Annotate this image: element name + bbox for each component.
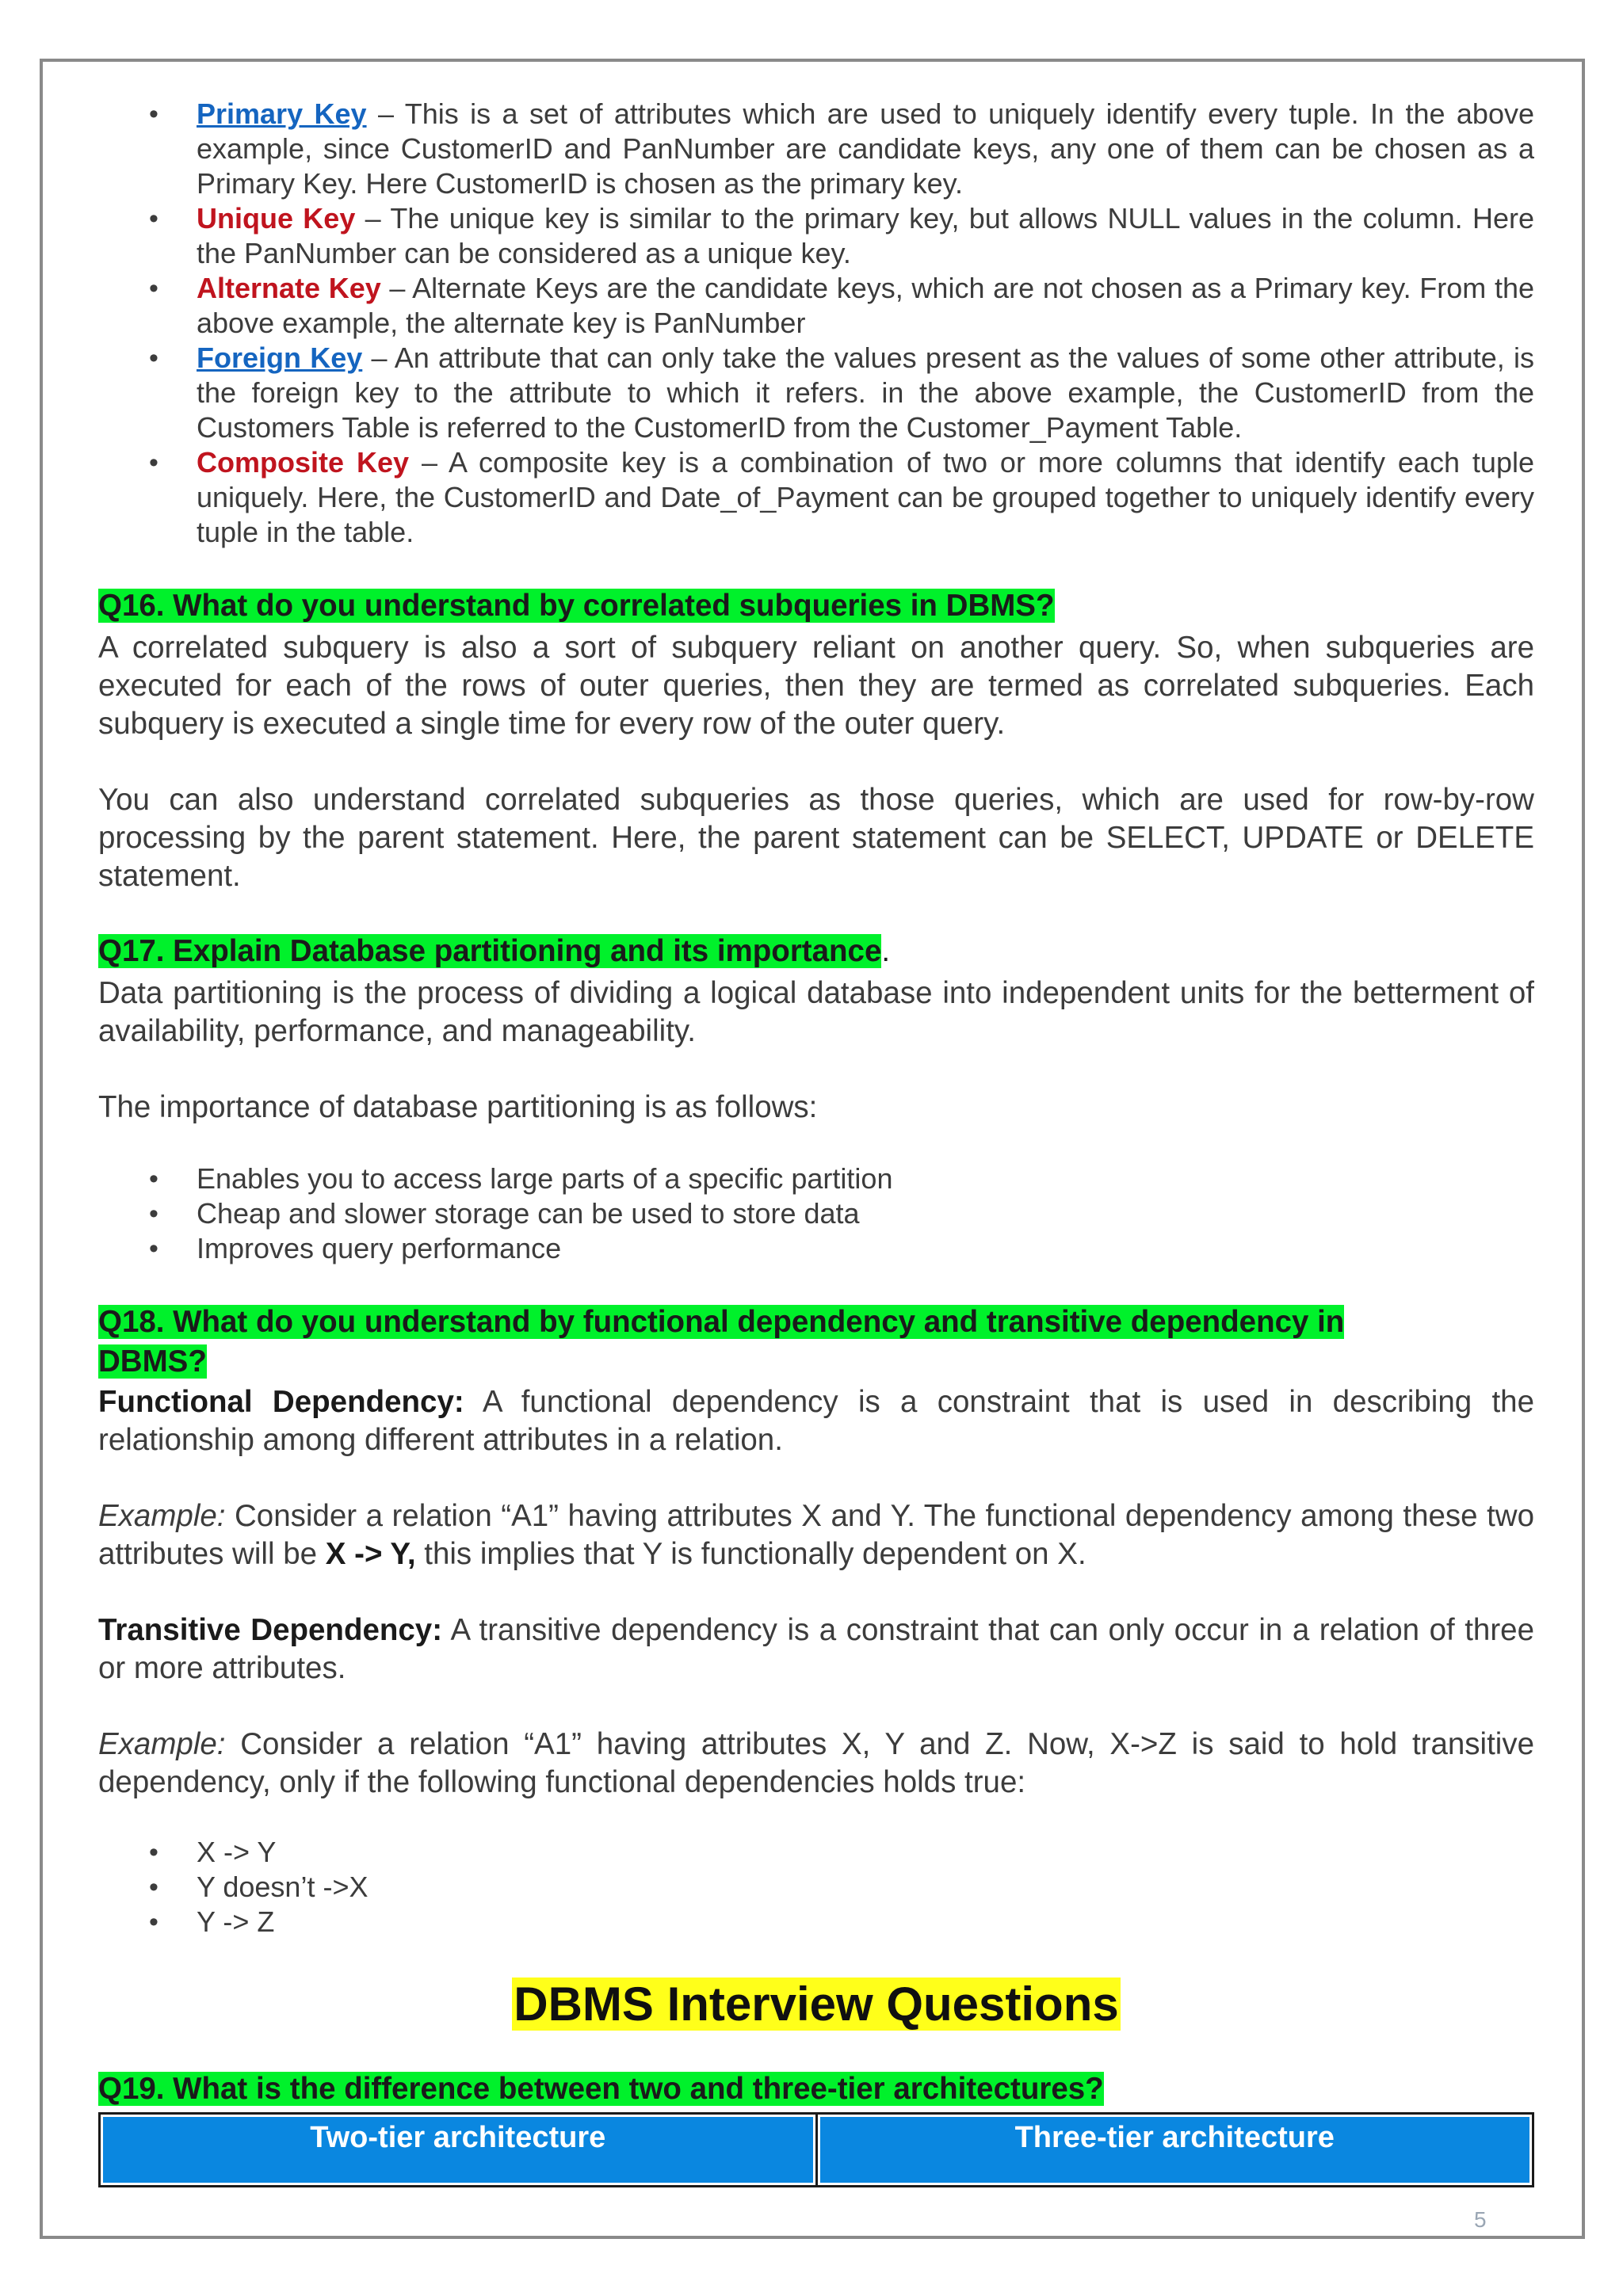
q18-heading <box>98 1302 1534 1382</box>
list-item <box>98 1231 1534 1266</box>
bullet: • <box>149 1872 158 1902</box>
functional-dependency-text: A functional dependency is a constraint that is used in describing the relationship among different attributes in a relation. <box>98 1385 1534 1457</box>
transitive-conditions-list <box>98 1835 1534 1939</box>
transitive-dependency-text: A transitive dependency is a constraint that can only occur in a relation of three or more attributes. <box>98 1613 1534 1685</box>
q17-title: Q17. Explain Database partitioning and its importance <box>98 934 882 968</box>
bullet: • <box>149 343 158 373</box>
primary-key-text: – This is a set of attributes which are used to uniquely identify every tuple. In the above example, since CustomerID and PanNumber are candidate keys, any one of them can be chosen as a Primary Key. Here CustomerID is chosen as the primary key. <box>197 97 1534 200</box>
list-item-text: Y -> Z <box>197 1905 275 1938</box>
list-item <box>98 1161 1534 1196</box>
example-2-text: Consider a relation “A1” having attributes X, Y and Z. Now, X->Z is said to hold transitive dependency, only if the following functional dependencies holds true: <box>98 1727 1534 1799</box>
architecture-comparison-table <box>98 2112 1534 2187</box>
bullet: • <box>149 1837 158 1867</box>
example-label: Example: <box>98 1727 226 1761</box>
q18-title-line-1: Q18. What do you understand by functional dependency and transitive dependency in <box>98 1305 1345 1339</box>
q17-title-tail: . <box>881 934 891 968</box>
column-header-two-tier: Two-tier architecture <box>100 2114 817 2187</box>
example-1-text-b: this implies that Y is functionally dependent on X. <box>415 1537 1086 1571</box>
list-item-composite-key <box>98 445 1534 550</box>
column-header-three-tier: Three-tier architecture <box>816 2114 1533 2187</box>
bullet: • <box>149 448 158 478</box>
q19-heading <box>98 2069 1534 2109</box>
list-item-unique-key <box>98 201 1534 271</box>
q18-title-line-2: DBMS? <box>98 1344 207 1379</box>
transitive-dependency-paragraph <box>98 1611 1534 1688</box>
foreign-key-link[interactable]: Foreign Key <box>197 341 363 374</box>
q16-paragraph-2: You can also understand correlated subqueries as those queries, which are used for row-by-row processing by the parent statement. Here, the parent statement can be SELECT, UPDATE or DELETE statement. <box>98 783 1534 893</box>
example-2-paragraph <box>98 1726 1534 1802</box>
list-item-alternate-key <box>98 271 1534 341</box>
composite-key-text: – A composite key is a combination of two or more columns that identify each tuple uniquely. Here, the CustomerID and Date_of_Payment can be grouped together to uniquely identify every tuple in the table. <box>197 446 1534 548</box>
list-item-text: Enables you to access large parts of a specific partition <box>197 1162 893 1195</box>
q19-title: Q19. What is the difference between two and three-tier architectures? <box>98 2072 1104 2106</box>
list-item-text: Improves query performance <box>197 1232 562 1264</box>
example-label: Example: <box>98 1499 226 1533</box>
list-item <box>98 1835 1534 1870</box>
table-header-row <box>100 2114 1533 2187</box>
composite-key-term: Composite Key <box>197 446 410 479</box>
foreign-key-text: – An attribute that can only take the values present as the values of some other attribute, is the foreign key to the attribute to which it refers. in the above example, the CustomerID from the Customers Table is referred to the CustomerID from the Customer_Payment Table. <box>197 341 1535 444</box>
functional-dependency-paragraph <box>98 1383 1534 1459</box>
page-number: 5 <box>1474 2207 1487 2232</box>
section-banner <box>98 1976 1534 2033</box>
alternate-key-text: – Alternate Keys are the candidate keys, which are not chosen as a Primary key. From the above example, the alternate key is PanNumber <box>197 272 1534 339</box>
example-1-text-a: Consider a relation “A1” having attributes X and Y. The functional dependency among these two attributes will be <box>98 1499 1534 1571</box>
transitive-dependency-label: Transitive Dependency: <box>98 1613 443 1647</box>
list-item-text: Y doesn’t ->X <box>197 1871 369 1903</box>
partition-benefits-list <box>98 1161 1534 1266</box>
banner-title: DBMS Interview Questions <box>514 1978 1119 2031</box>
bullet: • <box>149 1234 158 1264</box>
bullet: • <box>149 1199 158 1229</box>
q17-heading <box>98 932 1534 971</box>
q17-paragraph-1: Data partitioning is the process of dividing a logical database into independent units for the betterment of availability, performance, and manageability. <box>98 976 1534 1048</box>
list-item <box>98 1905 1534 1939</box>
q16-heading <box>98 586 1534 626</box>
primary-key-link[interactable]: Primary Key <box>197 97 367 130</box>
bullet: • <box>149 1164 158 1194</box>
list-item-foreign-key <box>98 341 1534 445</box>
key-definitions-list <box>98 97 1534 550</box>
example-1-paragraph <box>98 1497 1534 1573</box>
q16-title: Q16. What do you understand by correlated subqueries in DBMS? <box>98 589 1055 623</box>
bullet: • <box>149 273 158 303</box>
bullet: • <box>149 1907 158 1937</box>
unique-key-term: Unique Key <box>197 202 356 235</box>
list-item <box>98 1870 1534 1905</box>
alternate-key-term: Alternate Key <box>197 272 381 304</box>
functional-dependency-label: Functional Dependency: <box>98 1385 464 1419</box>
bullet: • <box>149 204 158 234</box>
example-1-bold: X -> Y, <box>325 1537 416 1571</box>
list-item-primary-key <box>98 97 1534 201</box>
unique-key-text: – The unique key is similar to the primary key, but allows NULL values in the column. Here the PanNumber can be considered as a unique key. <box>197 202 1534 269</box>
q16-paragraph-1: A correlated subquery is also a sort of subquery reliant on another query. So, when subqueries are executed for each of the rows of outer queries, then they are termed as correlated subqueries. Each subquery is executed a single time for every row of the outer query. <box>98 631 1534 741</box>
list-item <box>98 1196 1534 1231</box>
bullet: • <box>149 99 158 129</box>
list-item-text: X -> Y <box>197 1836 277 1868</box>
list-item-text: Cheap and slower storage can be used to store data <box>197 1197 860 1230</box>
q17-paragraph-2: The importance of database partitioning is as follows: <box>98 1090 818 1124</box>
